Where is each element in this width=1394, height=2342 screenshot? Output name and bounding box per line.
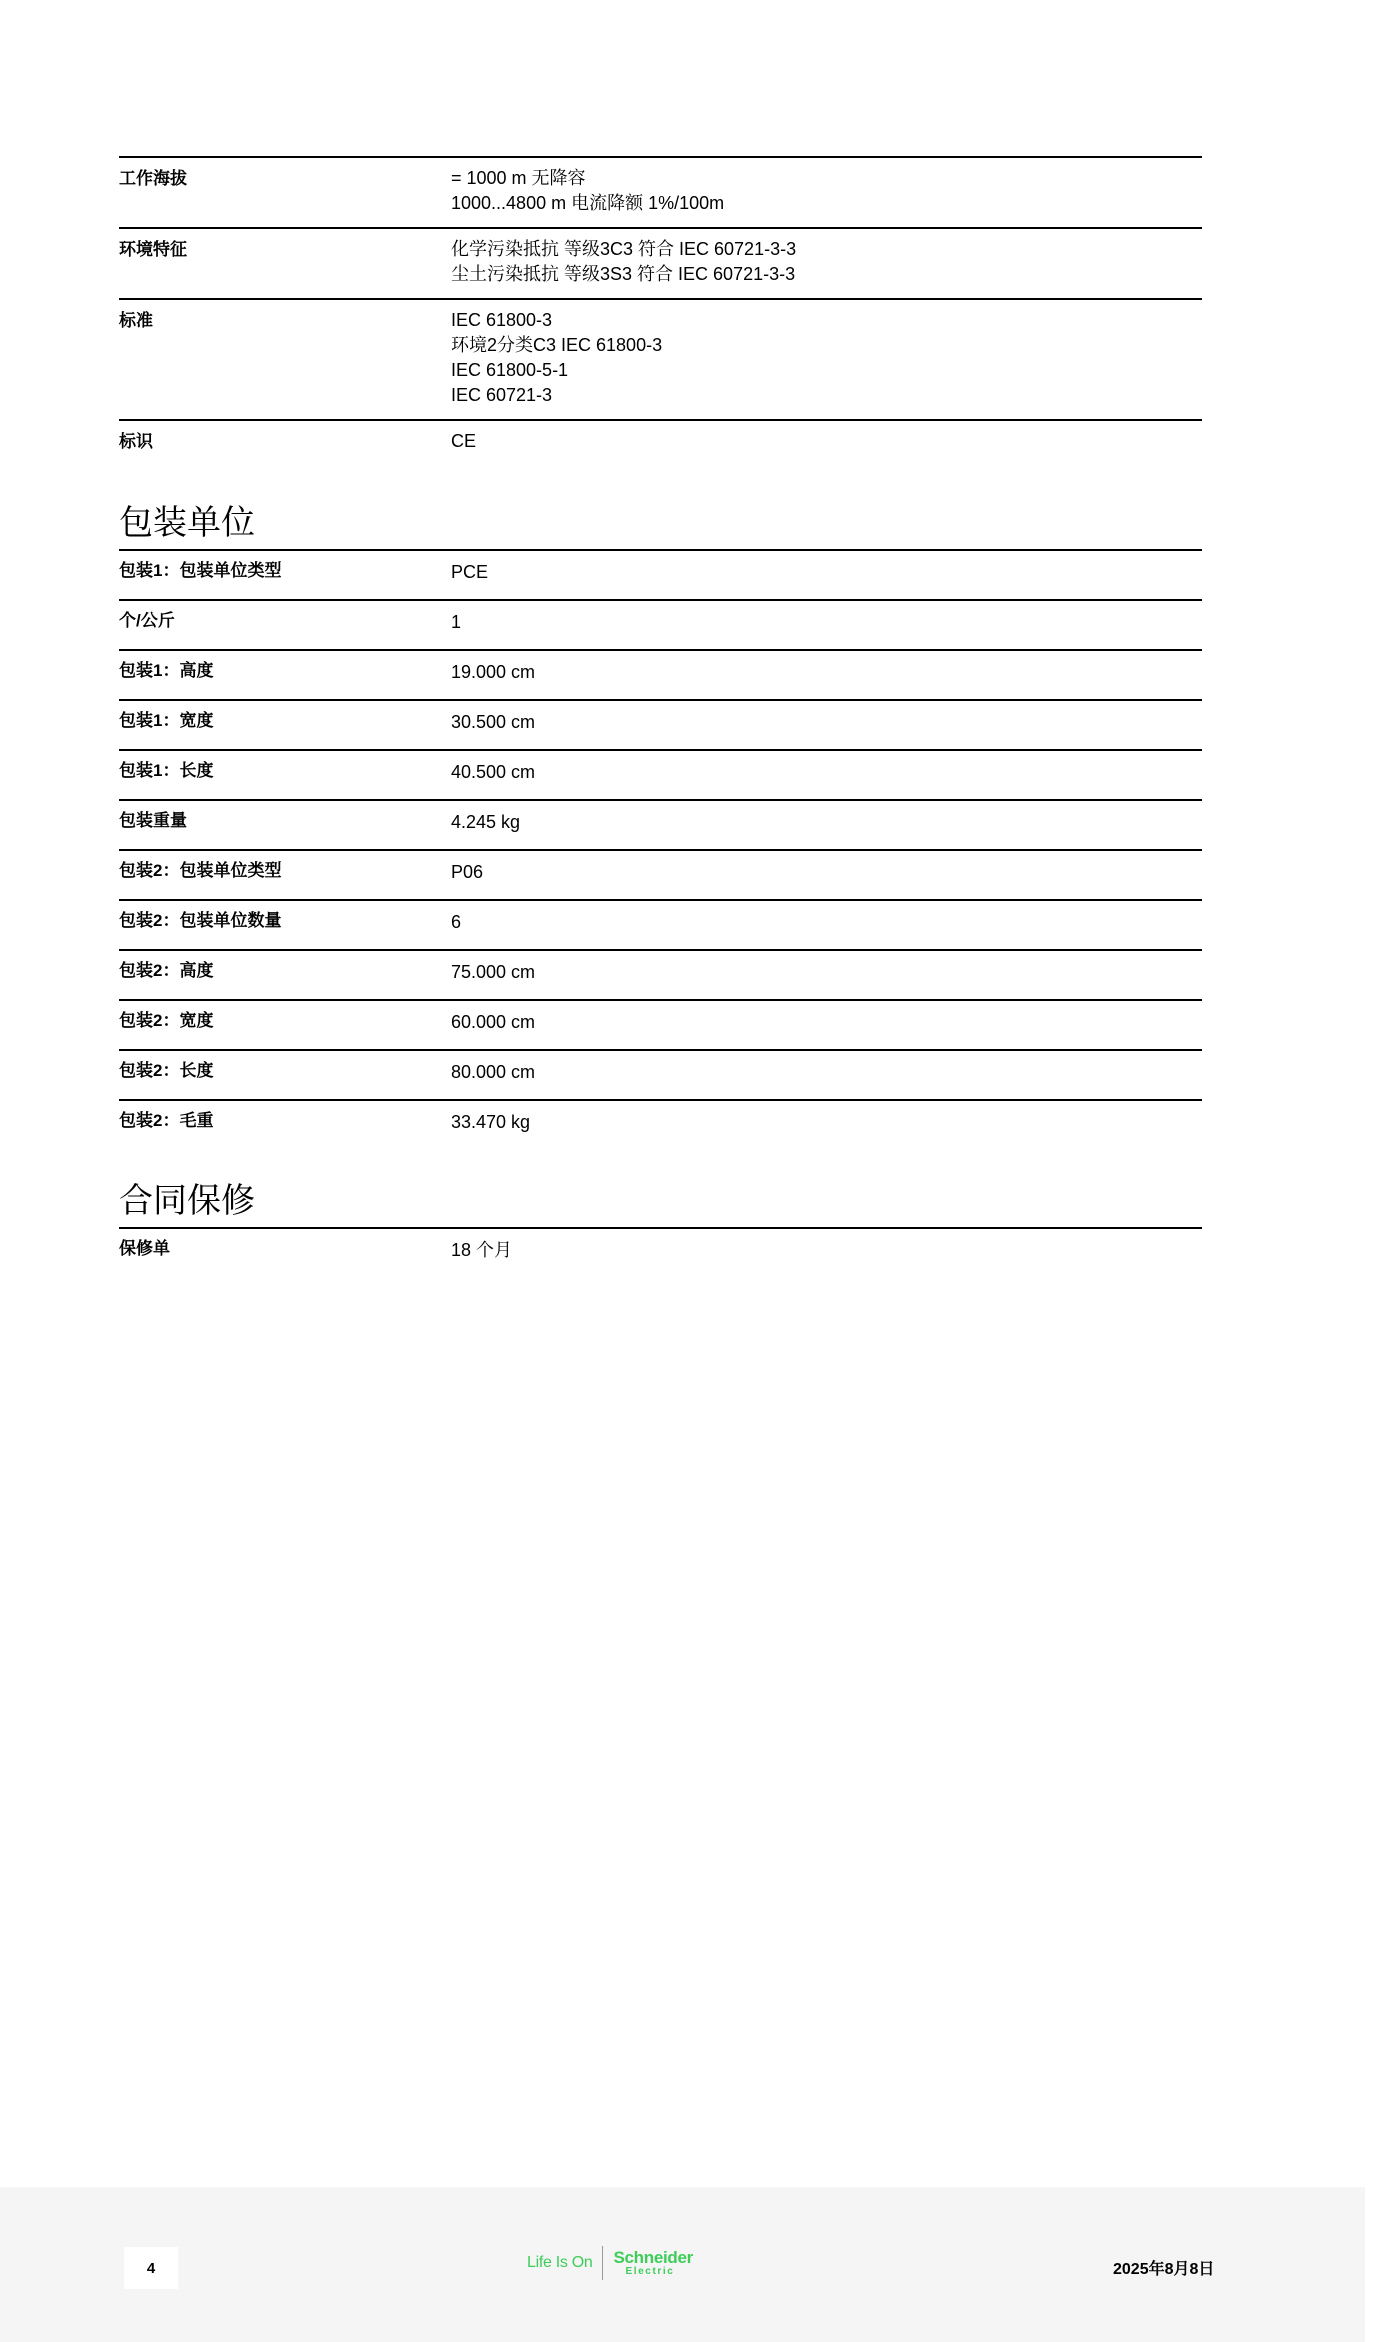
packaging-row bbox=[119, 1049, 1202, 1099]
spec-value bbox=[451, 429, 1202, 454]
packaging-row bbox=[119, 849, 1202, 899]
packaging-value: 4.245 kg bbox=[451, 812, 521, 832]
packaging-value: 40.500 cm bbox=[451, 762, 536, 782]
brand-logo bbox=[527, 2243, 693, 2283]
packaging-label: 包装2：包装单位类型 bbox=[119, 861, 282, 880]
packaging-row bbox=[119, 899, 1202, 949]
packaging-label: 包装重量 bbox=[119, 811, 187, 830]
packaging-value: 6 bbox=[451, 912, 462, 932]
spec-row-altitude bbox=[119, 156, 1202, 227]
brand-sub: Electric bbox=[625, 2266, 675, 2277]
packaging-row bbox=[119, 749, 1202, 799]
packaging-row bbox=[119, 799, 1202, 849]
packaging-row bbox=[119, 949, 1202, 999]
packaging-value: P06 bbox=[451, 862, 484, 882]
spec-value-line: 化学污染抵抗 等级3C3 符合 IEC 60721-3-3 bbox=[451, 239, 797, 259]
footer-date: 2025年8月8日 bbox=[1113, 2261, 1215, 2278]
page-footer bbox=[0, 2187, 1365, 2342]
spec-label: 标准 bbox=[119, 311, 153, 330]
spec-value-line: 环境2分类C3 IEC 61800-3 bbox=[451, 335, 663, 355]
logo-divider bbox=[602, 2246, 603, 2280]
packaging-label: 包装2：高度 bbox=[119, 961, 214, 980]
packaging-label: 包装1：长度 bbox=[119, 761, 214, 780]
page-number: 4 bbox=[124, 2247, 178, 2289]
packaging-label: 包装2：宽度 bbox=[119, 1011, 214, 1030]
packaging-row bbox=[119, 699, 1202, 749]
brand-name: Schneider bbox=[613, 2248, 693, 2267]
packaging-value: 1 bbox=[451, 612, 462, 632]
spec-row-marking bbox=[119, 419, 1202, 465]
packaging-value: 30.500 cm bbox=[451, 712, 536, 732]
packaging-label: 包装1：高度 bbox=[119, 661, 214, 680]
spec-value bbox=[451, 237, 1202, 287]
section-title-packaging: 包装单位 bbox=[119, 504, 255, 542]
tagline: Life Is On bbox=[527, 2254, 593, 2271]
packaging-row bbox=[119, 599, 1202, 649]
packaging-value: 75.000 cm bbox=[451, 962, 536, 982]
spec-value bbox=[451, 166, 1202, 216]
spec-value-line: 1000...4800 m 电流降额 1%/100m bbox=[451, 193, 725, 213]
warranty-row bbox=[119, 1227, 1202, 1277]
packaging-value: 60.000 cm bbox=[451, 1012, 536, 1032]
packaging-value: 19.000 cm bbox=[451, 662, 536, 682]
spec-label: 标识 bbox=[119, 432, 153, 451]
spec-value-line: IEC 60721-3 bbox=[451, 385, 553, 405]
packaging-label: 包装2：包装单位数量 bbox=[119, 911, 282, 930]
spec-value-line: CE bbox=[451, 431, 477, 451]
section-title-warranty: 合同保修 bbox=[119, 1182, 255, 1220]
packaging-value: 80.000 cm bbox=[451, 1062, 536, 1082]
spec-row-standards bbox=[119, 298, 1202, 419]
warranty-value: 18 个月 bbox=[451, 1240, 513, 1260]
spec-row-environment bbox=[119, 227, 1202, 298]
spec-label: 工作海拔 bbox=[119, 169, 187, 188]
packaging-label: 包装2：毛重 bbox=[119, 1111, 214, 1130]
packaging-row bbox=[119, 999, 1202, 1049]
packaging-value: 33.470 kg bbox=[451, 1112, 531, 1132]
warranty-label: 保修单 bbox=[119, 1239, 170, 1258]
packaging-row bbox=[119, 649, 1202, 699]
packaging-label: 包装1：包装单位类型 bbox=[119, 561, 282, 580]
spec-value-line: 尘土污染抵抗 等级3S3 符合 IEC 60721-3-3 bbox=[451, 264, 796, 284]
datasheet-content bbox=[119, 156, 1202, 1277]
packaging-row bbox=[119, 549, 1202, 599]
spec-value-line: = 1000 m 无降容 bbox=[451, 168, 586, 188]
spec-value-line: IEC 61800-5-1 bbox=[451, 360, 569, 380]
packaging-label: 包装2：长度 bbox=[119, 1061, 214, 1080]
spec-label: 环境特征 bbox=[119, 240, 187, 259]
packaging-label: 个/公斤 bbox=[119, 611, 175, 630]
packaging-value: PCE bbox=[451, 562, 489, 582]
spec-value bbox=[451, 308, 1202, 408]
brand-wordmark bbox=[613, 2249, 693, 2277]
packaging-label: 包装1：宽度 bbox=[119, 711, 214, 730]
packaging-row bbox=[119, 1099, 1202, 1149]
spec-value-line: IEC 61800-3 bbox=[451, 310, 553, 330]
